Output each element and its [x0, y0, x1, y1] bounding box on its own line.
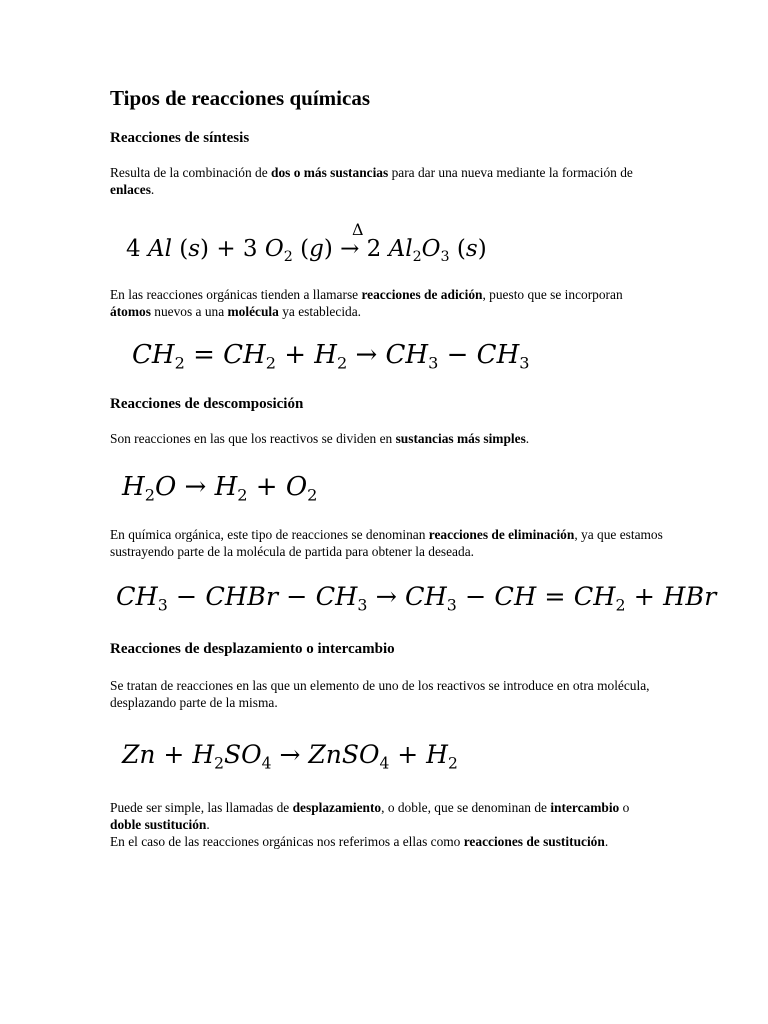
paragraph-decomposition-definition: Son reacciones en las que los reactivos se dividen en sustancias más simples. — [110, 431, 530, 446]
paragraph-substitution-reactions: En el caso de las reacciones orgánicas nos referimos a ellas como reacciones de sustitución. — [110, 834, 609, 849]
paragraph-elimination-reactions: En química orgánica, este tipo de reacciones se denominan reacciones de eliminación, ya que estamos sustrayendo parte de la molécula de partida para obtener la deseada. — [110, 527, 663, 559]
equation-elimination: $CH_3$ − CHBr − $CH_3 \to CH_3$ − CH = $CH_2$ + HBr — [116, 582, 717, 615]
paragraph-synthesis-definition: Resulta de la combinación de dos o más sustancias para dar una nueva mediante la formación de enlaces. — [110, 165, 633, 197]
heading-decomposition: Reacciones de descomposición — [110, 396, 304, 412]
equation-addition: $CH_2 = CH_2 + H_2 \to CH_3 - CH_3$ — [132, 340, 530, 373]
equation-displacement: $Zn + H_2SO_4$ → ZnSO$_4$ + $H_2$ — [122, 740, 458, 773]
page-title: Tipos de reacciones químicas — [110, 86, 370, 110]
equation-synthesis: 4 Al (s) + 3 $O_2$ (g) → 2 $Al_2O_3$ (s) — [126, 236, 487, 265]
paragraph-displacement-types: Puede ser simple, las llamadas de desplazamiento, o doble, que se denominan de intercambio o doble sustitución. — [110, 800, 630, 832]
heading-displacement: Reacciones de desplazamiento o intercambio — [110, 641, 395, 657]
heading-synthesis: Reacciones de síntesis — [110, 130, 250, 146]
paragraph-addition-reactions: En las reacciones orgánicas tienden a llamarse reacciones de adición, puesto que se incorporan átomos nuevos a una molécula ya establecida. — [110, 287, 623, 319]
paragraph-displacement-definition: Se tratan de reacciones en las que un elemento de uno de los reactivos se introduce en otra molécula, desplazando parte de la misma. — [110, 678, 650, 710]
equation-decomposition: $H_2O \to H_2 + O_2$ — [122, 472, 318, 505]
delta-symbol: Δ — [352, 220, 364, 239]
